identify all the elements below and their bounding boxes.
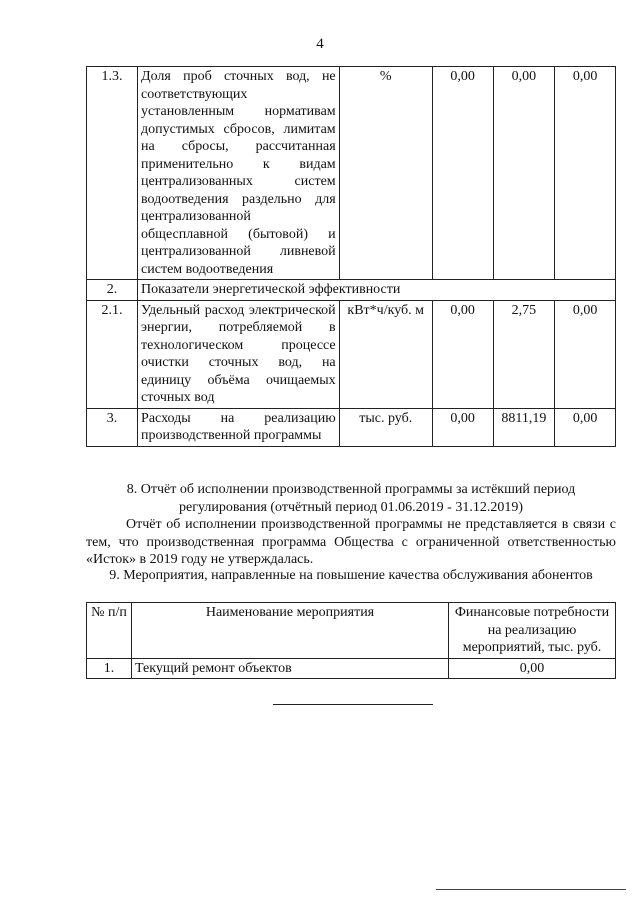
section-9-heading: 9. Мероприятия, направленные на повышение качества обслуживания абонентов [109,568,593,583]
row-number: 1. [87,658,132,679]
value-cell: 2,75 [493,300,555,408]
value-cell: 0,00 [432,300,493,408]
section-8-heading: 8. Отчёт об исполнении производственной программы за истёкший период регулирования (отчётный период 01.06.2019 - 31.12.2019) [126,482,576,515]
table-row [87,67,616,280]
value-cell: 0,00 [555,67,616,280]
indicators-table [86,66,616,447]
unit-cell: % [339,67,432,280]
section-heading-cell: Показатели энергетической эффективности [138,280,616,301]
table-row [87,408,616,446]
row-number: 2.1. [87,300,138,408]
table-row [87,658,616,679]
section-8-paragraph: Отчёт об исполнении производственной программы не представляется в связи с тем, что производственная программа Общества с ограниченной ответственностью «Исток» в 2019 году не утверждалась. [86,517,616,567]
indicator-name: Доля проб сточных вод, не соответствующих установленным нормативам допустимых сбросов, лимитам на сбросы, рассчитанная применительно к видам централизованных систем водоотведения раздельно для централизованной общесплавной (бытовой) и централизованной ливневой систем водоотведения [138,67,340,280]
value-cell: 8811,19 [493,408,555,446]
indicator-name: Удельный расход электрической энергии, потребляемой в технологическом процессе очистки сточных вод, на единицу объёма очищаемых сточных вод [138,300,340,408]
value-cell: 0,00 [555,300,616,408]
row-number: 3. [87,408,138,446]
header-num: № п/п [87,603,132,659]
row-number: 1.3. [87,67,138,280]
separator-line [273,704,433,705]
table-row [87,280,616,301]
measure-fin: 0,00 [449,658,616,679]
row-number: 2. [87,280,138,301]
header-fin: Финансовые потребности на реализацию мероприятий, тыс. руб. [449,603,616,659]
value-cell: 0,00 [493,67,555,280]
value-cell: 0,00 [432,408,493,446]
measure-name: Текущий ремонт объектов [132,658,449,679]
measures-table [86,602,616,679]
unit-cell: тыс. руб. [339,408,432,446]
section-8 [86,481,616,569]
page-number: 4 [316,36,324,52]
value-cell: 0,00 [555,408,616,446]
unit-cell: кВт*ч/куб. м [339,300,432,408]
header-name: Наименование мероприятия [132,603,449,659]
footer-line [436,889,626,890]
value-cell: 0,00 [432,67,493,280]
indicator-name: Расходы на реализацию производственной программы [138,408,340,446]
table-row [87,300,616,408]
table-header-row [87,603,616,659]
